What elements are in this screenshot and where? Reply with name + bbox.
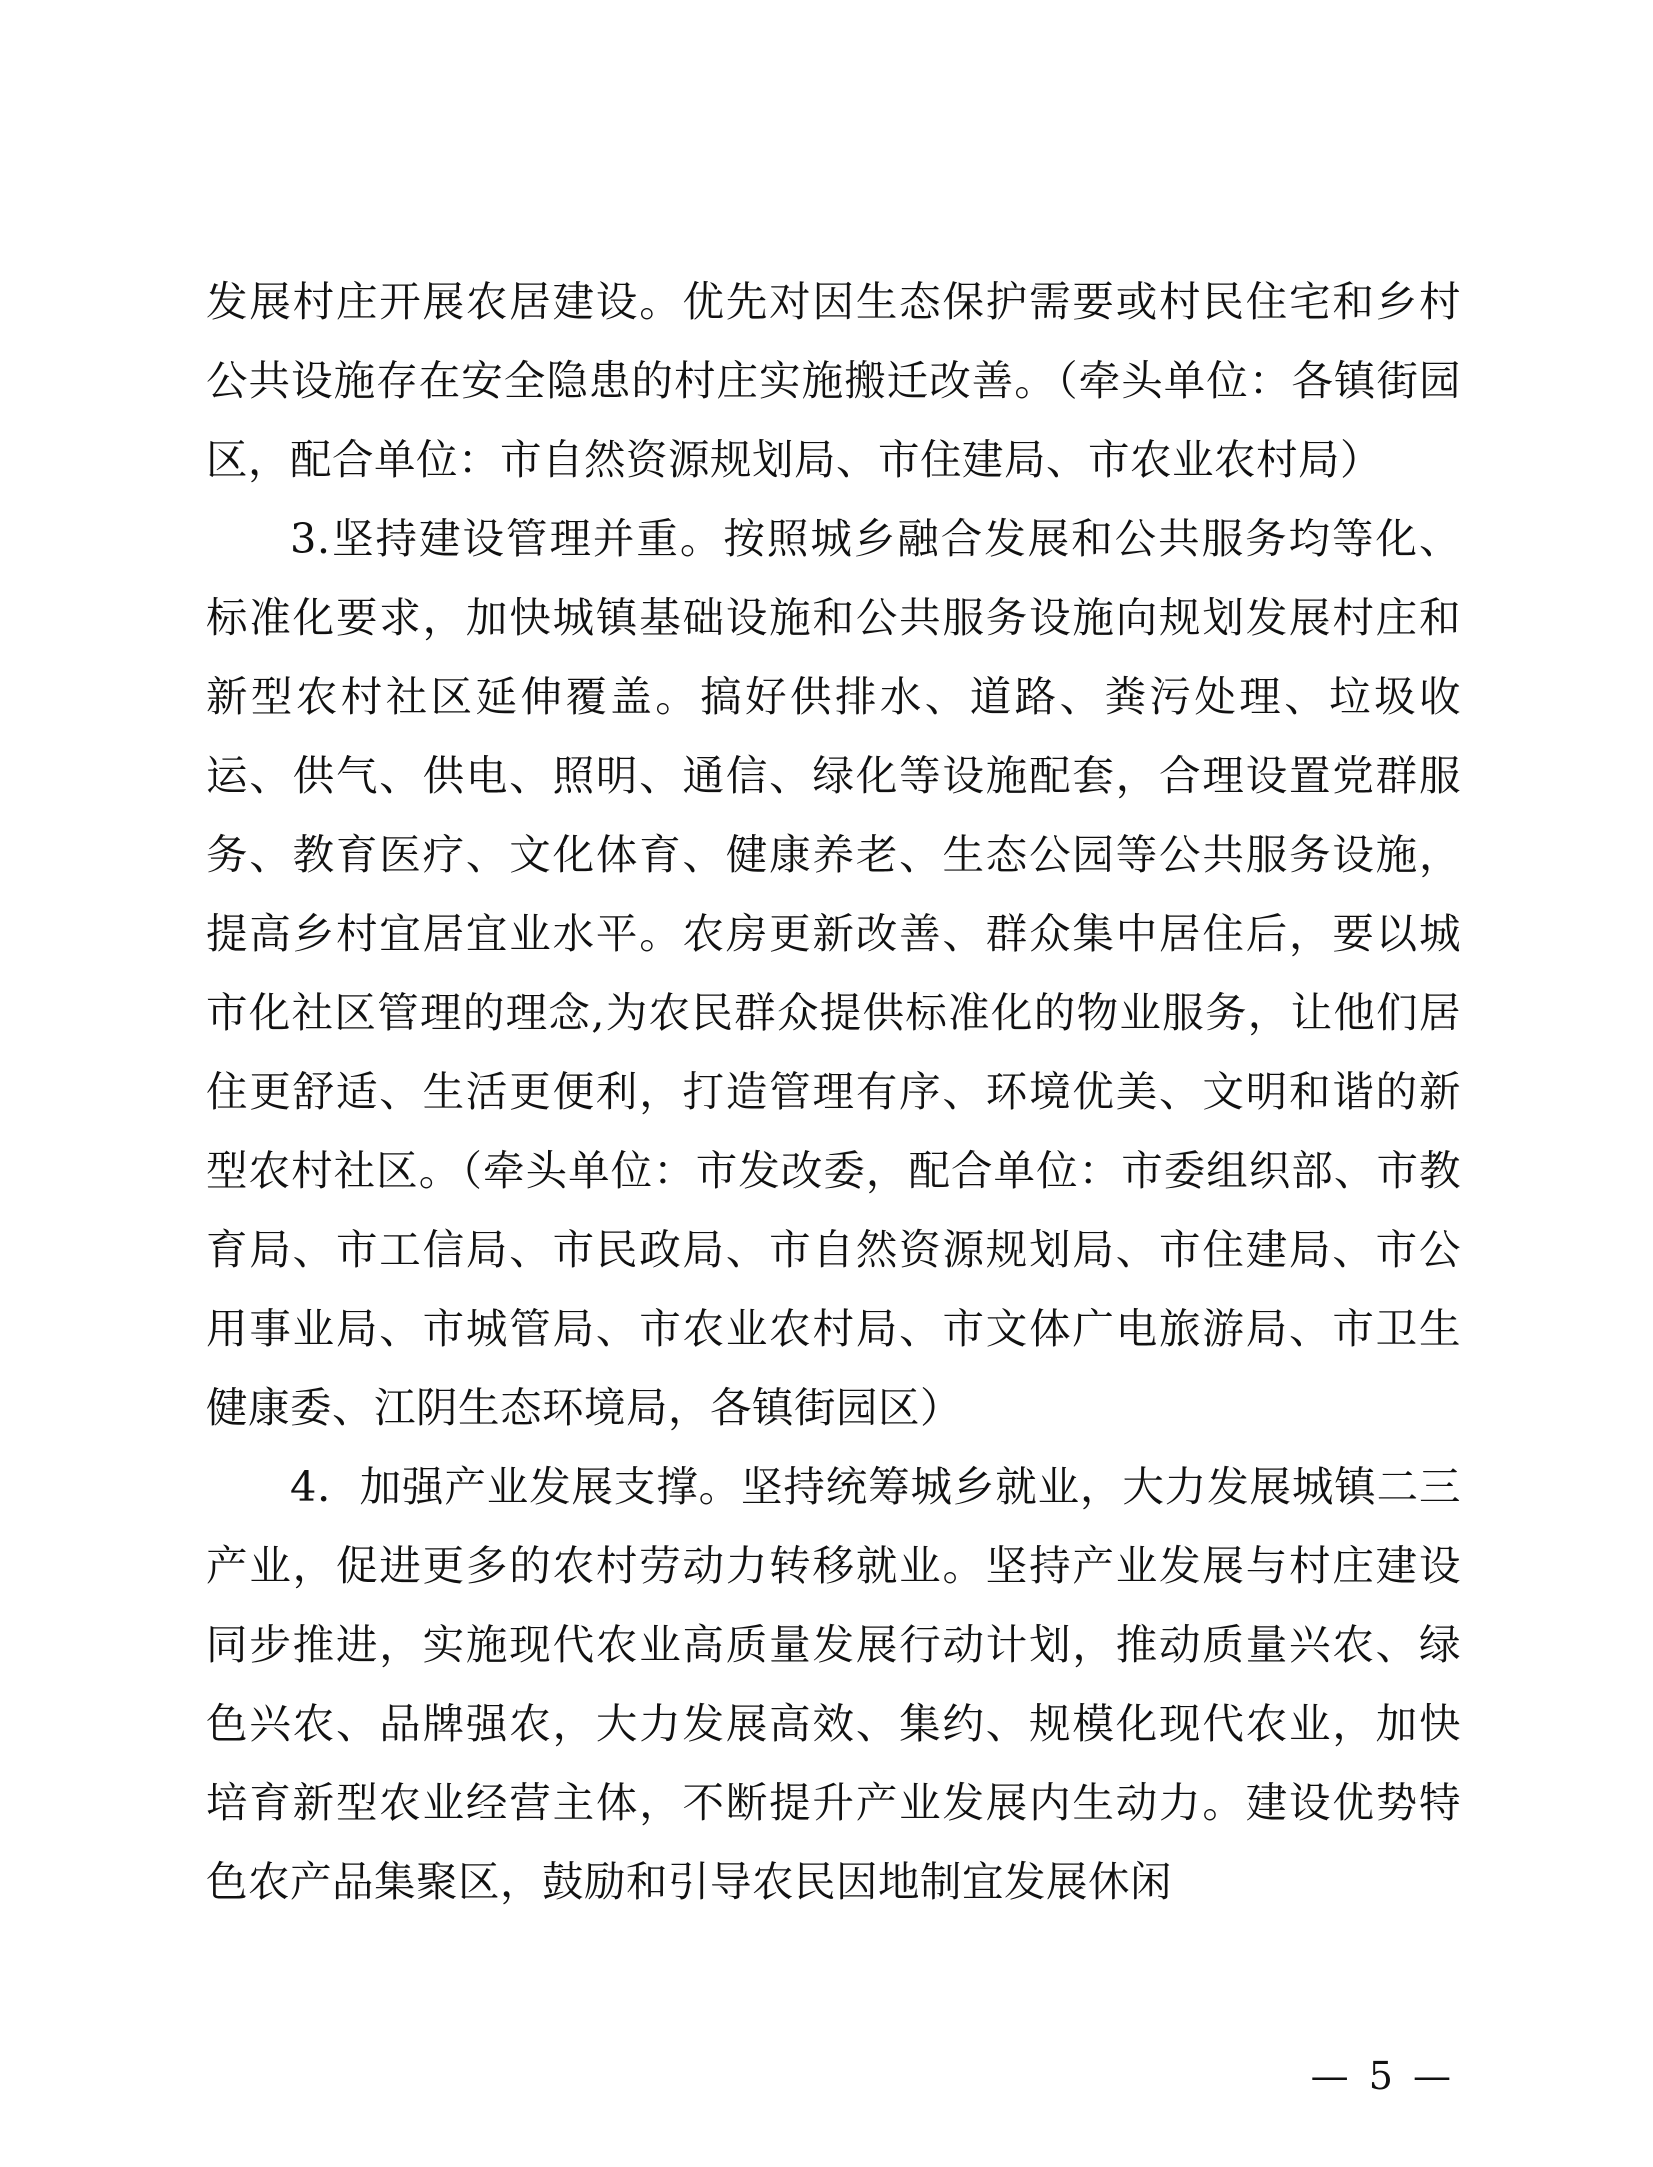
document-body xyxy=(206,262,1461,1921)
paragraph-continued: 发展村庄开展农居建设。优先对因生态保护需要或村民住宅和乡村公共设施存在安全隐患的村庄实施搬迁改善。（牵头单位：各镇街园区，配合单位：市自然资源规划局、市住建局、市农业农村局） xyxy=(206,277,1461,484)
page-number: — 5 — xyxy=(1310,2054,1455,2098)
paragraph-item-4: 4．加强产业发展支撑。坚持统筹城乡就业，大力发展城镇二三产业，促进更多的农村劳动力转移就业。坚持产业发展与村庄建设同步推进，实施现代农业高质量发展行动计划，推动质量兴农、绿色兴农、品牌强农，大力发展高效、集约、规模化现代农业，加快培育新型农业经营主体，不断提升产业发展内生动力。建设优势特色农产品集聚区，鼓励和引导农民因地制宜发展休闲 xyxy=(206,1462,1461,1906)
paragraph-item-3: 3.坚持建设管理并重。按照城乡融合发展和公共服务均等化、标准化要求，加快城镇基础设施和公共服务设施向规划发展村庄和新型农村社区延伸覆盖。搞好供排水、道路、粪污处理、垃圾收运、供气、供电、照明、通信、绿化等设施配套，合理设置党群服务、教育医疗、文化体育、健康养老、生态公园等公共服务设施，提高乡村宜居宜业水平。农房更新改善、群众集中居住后，要以城市化社区管理的理念,为农民群众提供标准化的物业服务，让他们居住更舒适、生活更便利，打造管理有序、环境优美、文明和谐的新型农村社区。（牵头单位：市发改委，配合单位：市委组织部、市教育局、市工信局、市民政局、市自然资源规划局、市住建局、市公用事业局、市城管局、市农业农村局、市文体广电旅游局、市卫生健康委、江阴生态环境局，各镇街园区） xyxy=(206,514,1461,1432)
